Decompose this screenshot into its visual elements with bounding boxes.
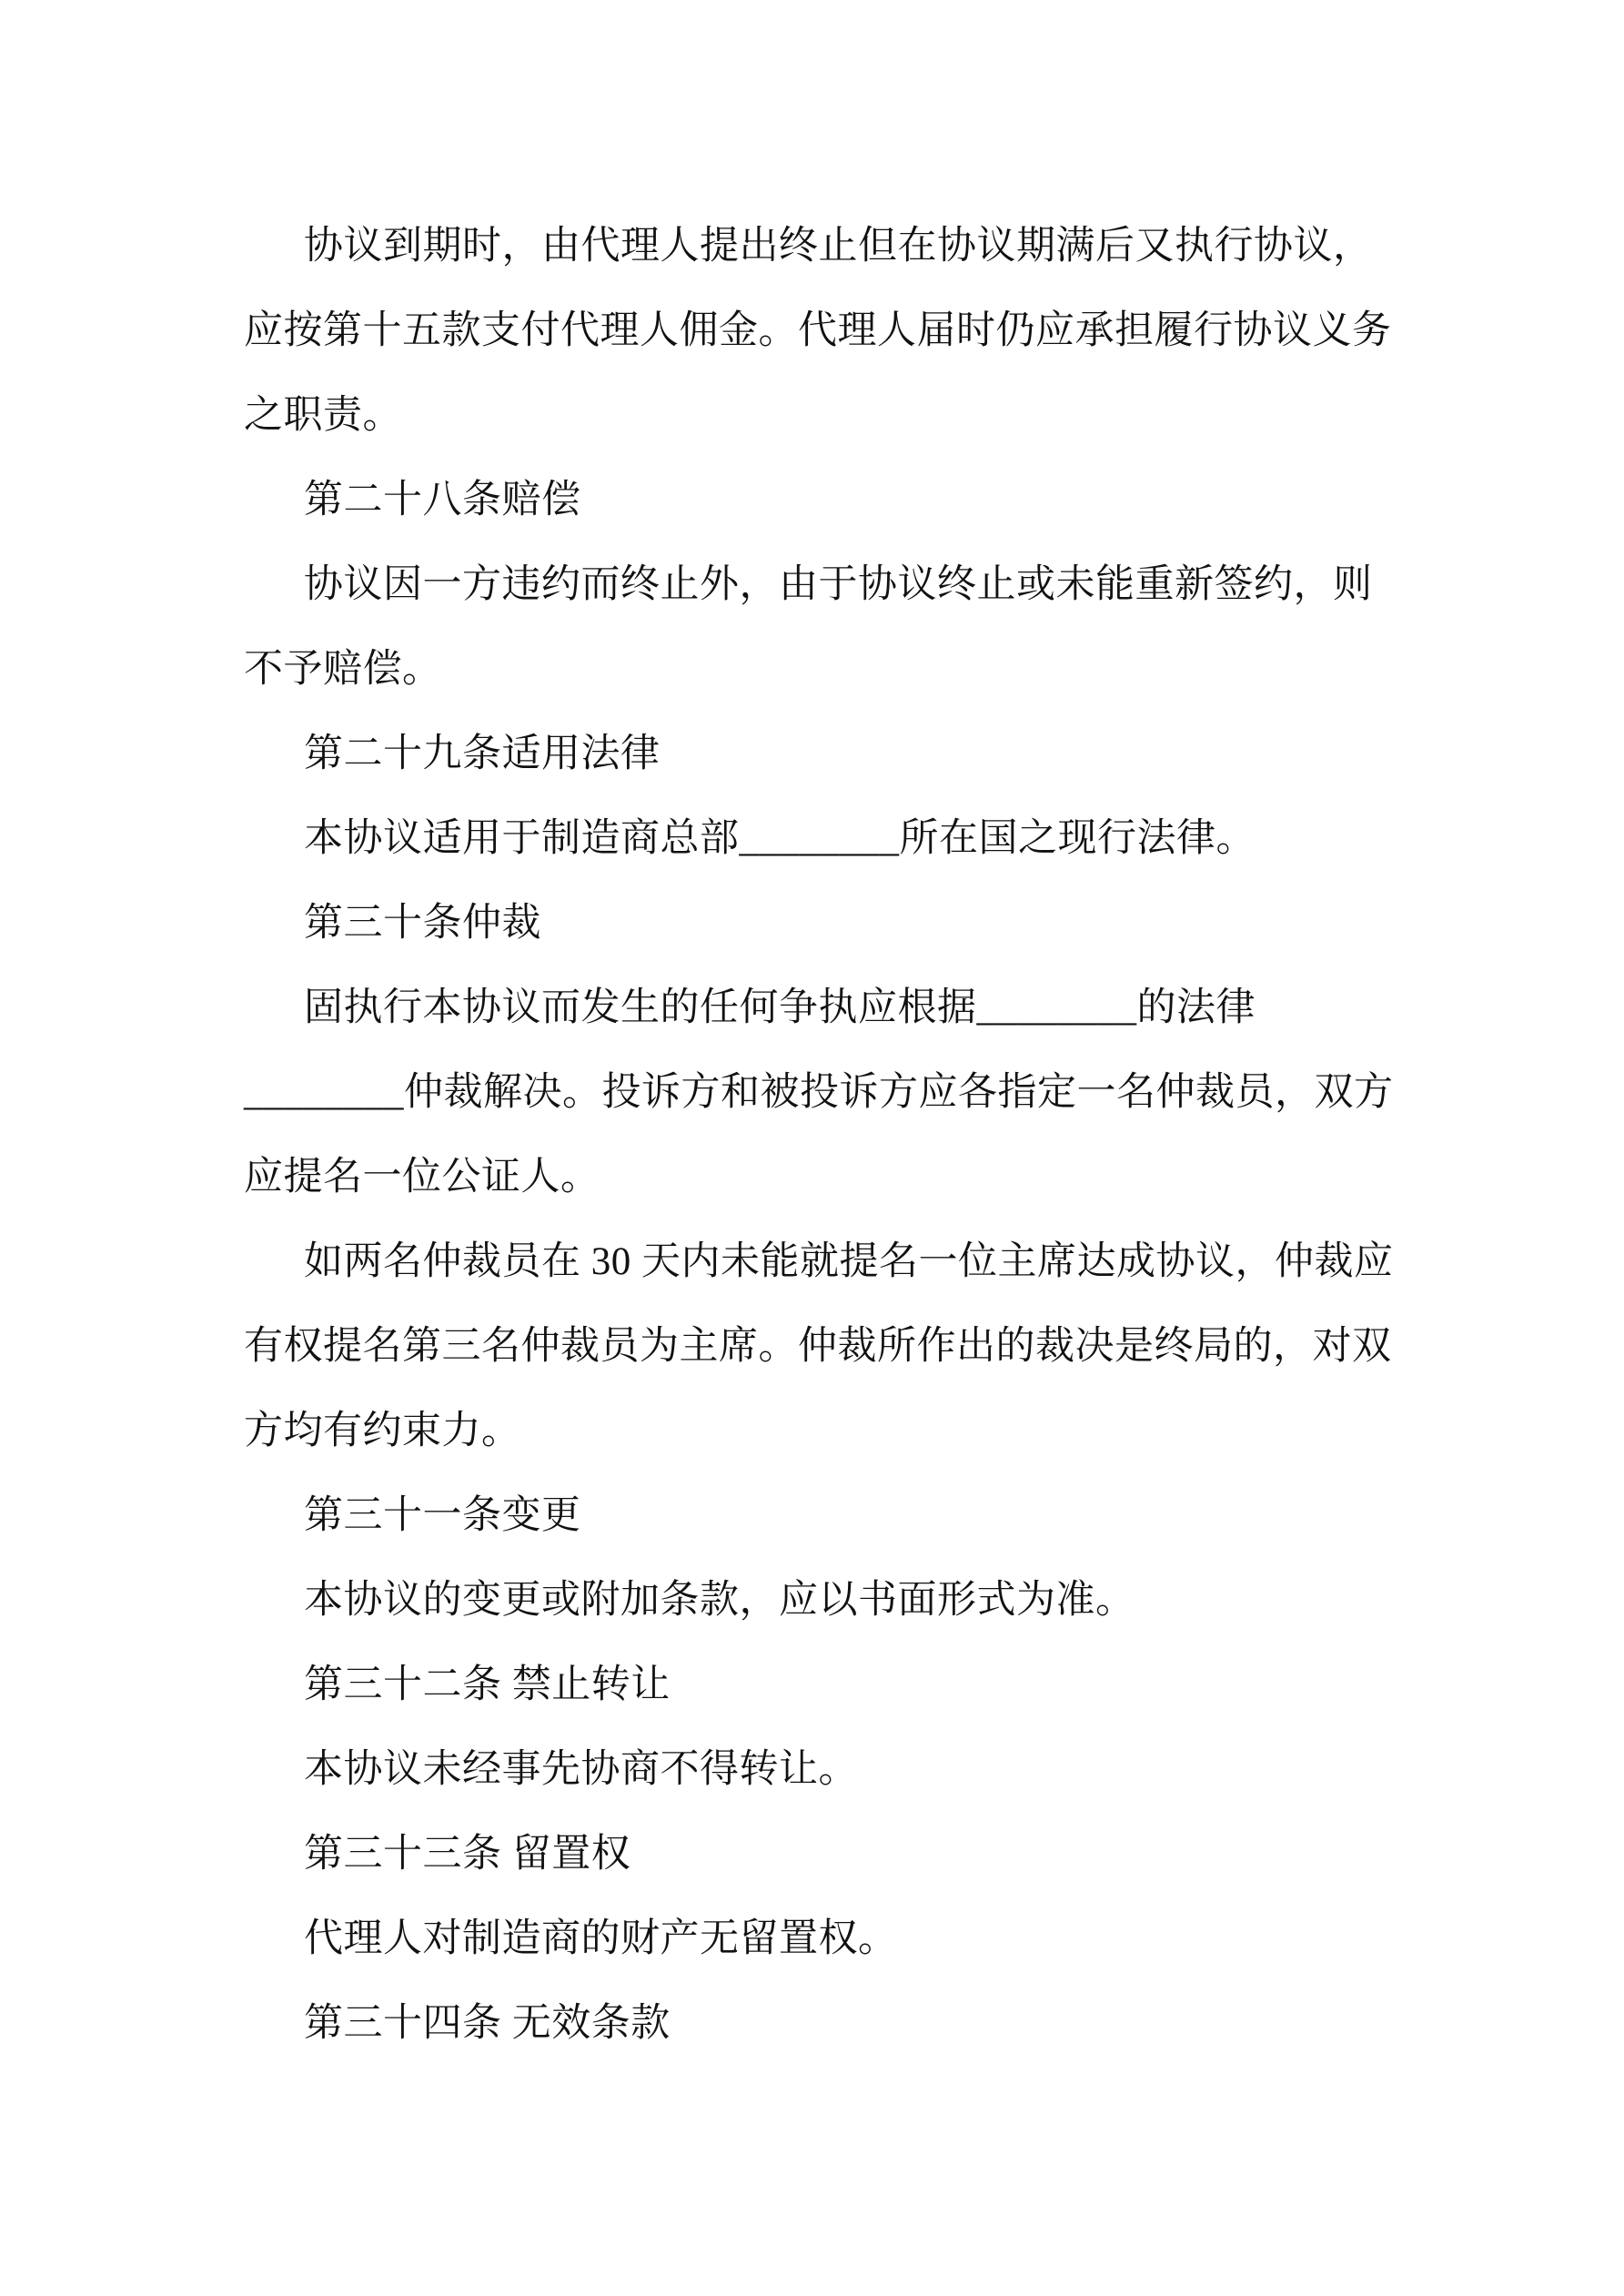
text-line: 方均有约束力。 [244, 1410, 521, 1452]
text-line: ________仲裁解决。投诉方和被投诉方应各指定一名仲裁员，双方 [244, 1071, 1394, 1114]
text-line: 如两名仲裁员在 30 天内未能就提名一位主席达成协议，仲裁应 [304, 1240, 1394, 1283]
text-line: 之职责。 [244, 394, 402, 437]
text-line: 固执行本协议而发生的任何争执应根据________的法律 [304, 986, 1256, 1029]
text-line: 不予赔偿。 [244, 648, 442, 691]
text-line: 第三十三条 留置权 [304, 1833, 631, 1876]
text-line: 应提名一位公证人。 [244, 1156, 600, 1199]
text-line: 本协议的变更或附加条款，应以书面形式为准。 [304, 1579, 1135, 1622]
text-line: 第三十四条 无效条款 [304, 2002, 671, 2045]
text-line: 第三十一条变更 [304, 1494, 581, 1537]
text-line: 协议因一方违约而终止外，由于协议终止或未能重新签约，则 [304, 563, 1373, 606]
text-line: 协议到期时，由代理人提出终止但在协议期满后又执行协议， [304, 225, 1373, 268]
text-line: 第三十条仲裁 [304, 902, 541, 945]
text-line: 本协议未经事先协商不得转让。 [304, 1748, 858, 1791]
text-line: 第二十九条适用法律 [304, 733, 661, 775]
text-line: 本协议适用于制造商总部________所在国之现行法律。 [304, 817, 1256, 860]
text-line: 第二十八条赔偿 [304, 479, 581, 521]
text-line: 第三十二条 禁止转让 [304, 1664, 671, 1706]
text-line: 有权提名第三名仲裁员为主席。仲裁所作出的裁决是终局的，对双 [244, 1325, 1392, 1368]
document-body [244, 204, 1445, 2066]
text-line: 代理人对制造商的财产无留置权。 [304, 1917, 898, 1960]
text-line: 应按第十五款支付代理人佣金。代理人届时仍应承担履行协议义务 [244, 309, 1392, 352]
